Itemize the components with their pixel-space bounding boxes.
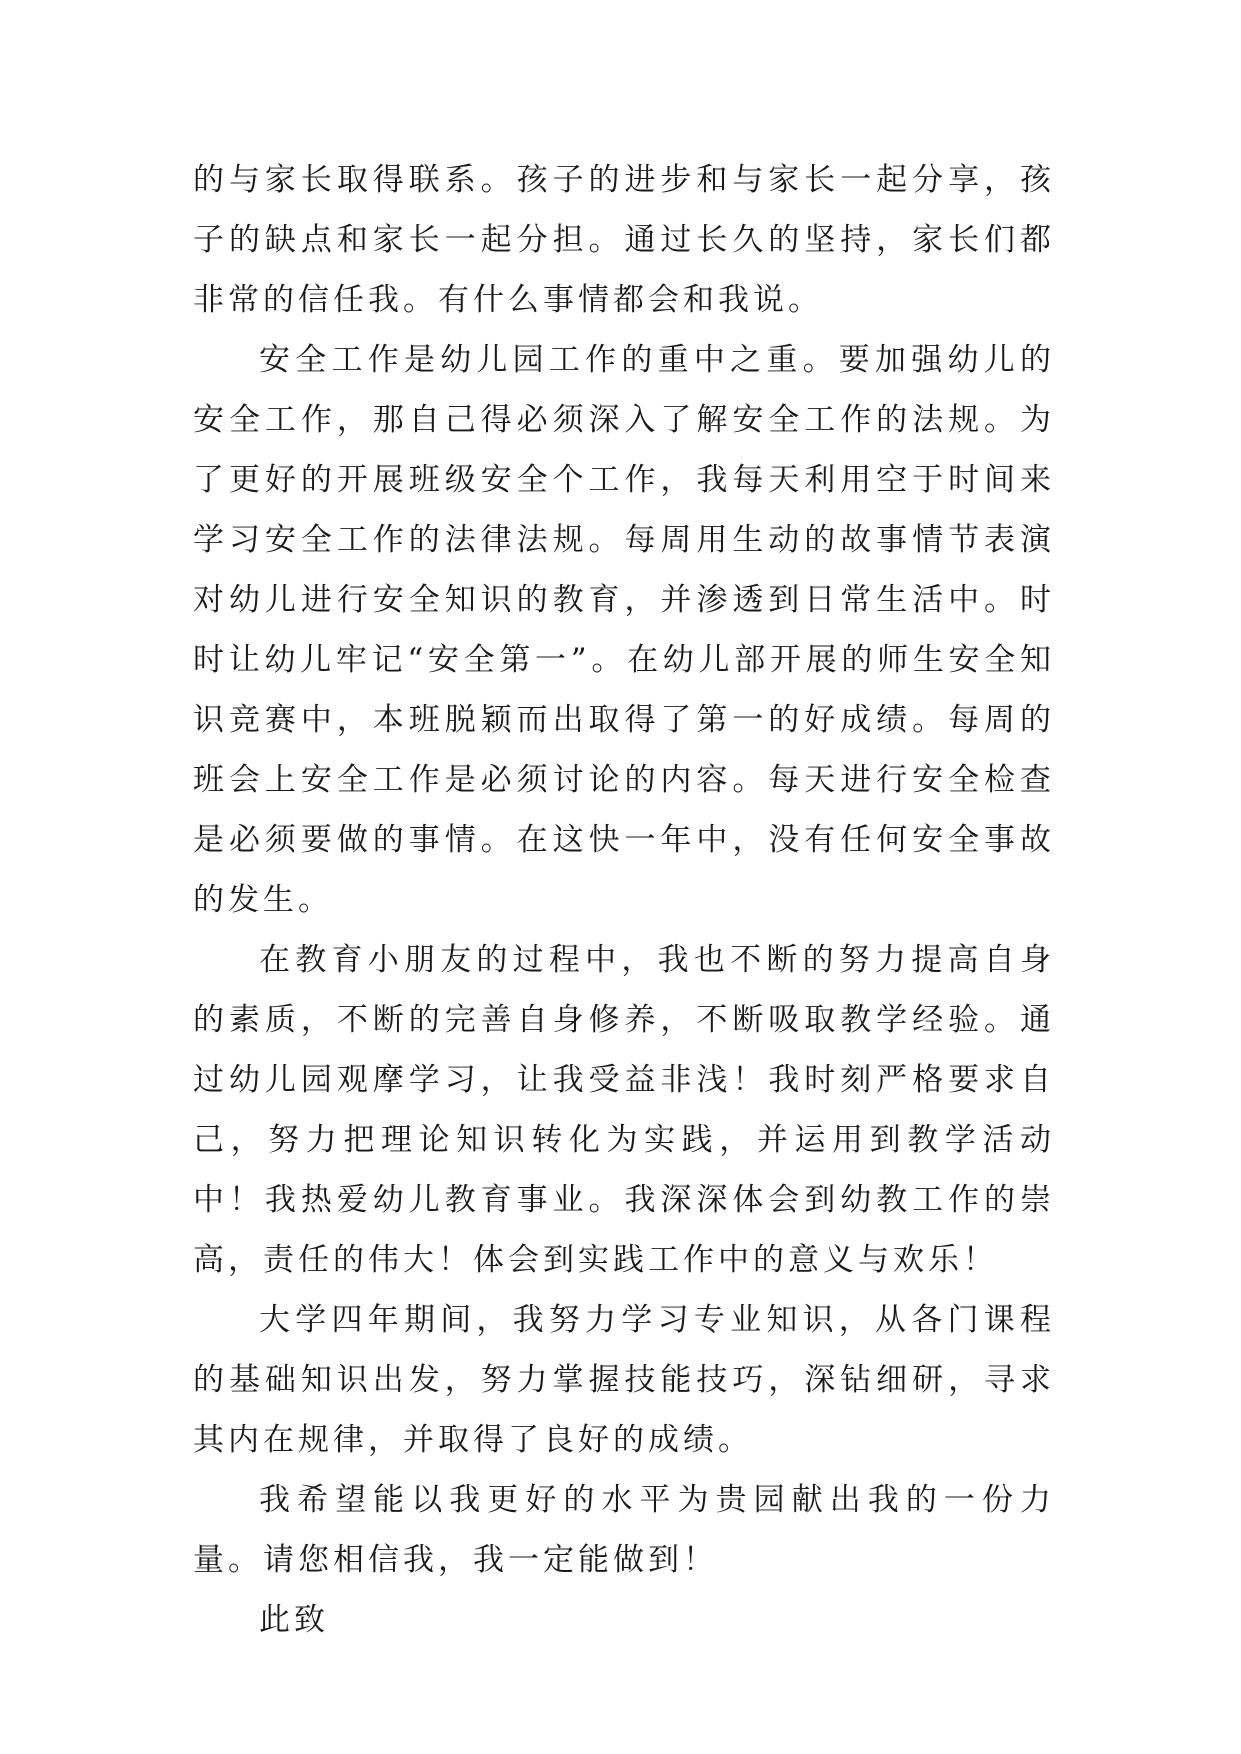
paragraph-parent-contact: 的与家长取得联系。孩子的进步和与家长一起分享，孩子的缺点和家长一起分担。通过长久的坚持，家长们都非常的信任我。有什么事情都会和我说。 bbox=[193, 162, 1055, 318]
paragraph-salutation: 此致 bbox=[259, 1602, 329, 1638]
letter-body bbox=[193, 150, 1055, 1650]
paragraph-self-improvement: 在教育小朋友的过程中，我也不断的努力提高自身的素质，不断的完善自身修养，不断吸取教学经验。通过幼儿园观摩学习，让我受益非浅！我时刻严格要求自己，努力把理论知识转化为实践，并运用到教学活动中！我热爱幼儿教育事业。我深深体会到幼教工作的崇高，责任的伟大！体会到实践工作中的意义与欢乐！ bbox=[193, 942, 1055, 1278]
paragraph-closing-wish: 我希望能以我更好的水平为贵园献出我的一份力量。请您相信我，我一定能做到！ bbox=[193, 1482, 1055, 1578]
paragraph-university-study: 大学四年期间，我努力学习专业知识，从各门课程的基础知识出发，努力掌握技能技巧，深钻细研，寻求其内在规律，并取得了良好的成绩。 bbox=[193, 1302, 1055, 1458]
paragraph-safety-work: 安全工作是幼儿园工作的重中之重。要加强幼儿的安全工作，那自己得必须深入了解安全工作的法规。为了更好的开展班级安全个工作，我每天利用空于时间来学习安全工作的法律法规。每周用生动的故事情节表演对幼儿进行安全知识的教育，并渗透到日常生活中。时时让幼儿牢记“安全第一”。在幼儿部开展的师生安全知识竞赛中，本班脱颖而出取得了第一的好成绩。每周的班会上安全工作是必须讨论的内容。每天进行安全检查是必须要做的事情。在这快一年中，没有任何安全事故的发生。 bbox=[193, 342, 1055, 918]
